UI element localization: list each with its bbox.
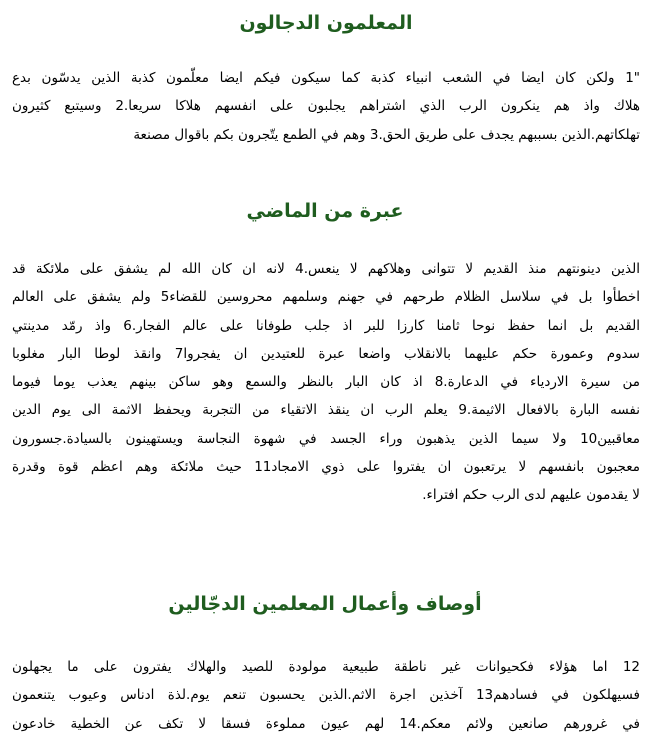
text-line: فسيهلكون في فسادهم13 آخذين اجرة الاثم.الذين يحسبون تنعم يوم.لذة ادناس وعيوب يتنعمون	[12, 687, 640, 704]
section-heading-false-teachers: المعلمون الدجالون	[239, 12, 413, 34]
paragraph-lesson-from-past	[12, 255, 640, 510]
text-line: في غرورهم صانعين ولائم معكم.14 لهم عيون مملوءة فسقا لا تكف عن الخطية خادعون	[12, 715, 640, 732]
text-line: 12 اما هؤلاء فكحيوانات غير ناطقة طبيعية مولودة للصيد والهلاك يفترون على ما يجهلون	[12, 659, 640, 675]
text-line: لا يقدمون عليهم لدى الرب حكم افتراء.	[422, 487, 640, 504]
section-heading-lesson-from-past: عبرة من الماضي	[246, 200, 404, 222]
paragraph-false-teachers	[12, 64, 640, 149]
text-line: سدوم وعمورة حكم عليهما بالانقلاب واضعا عبرة للعتيدين ان يفجروا7 وانقذ لوطا البار مغلوبا	[12, 345, 640, 362]
text-line: القديم بل انما حفظ نوحا ثامنا كارزا للبر اذ جلب طوفانا على عالم الفجار.6 واذ رمّد مدينتي	[12, 317, 640, 334]
text-line: تهلكاتهم.الذين بسببهم يجدف على طريق الحق.3 وهم في الطمع يتّجرون بكم باقوال مصنعة	[133, 126, 640, 143]
text-line: من سيرة الاردياء في الدعارة.8 اذ كان البار بالنظر والسمع وهو ساكن بينهم يعذب يوما فيوما	[12, 374, 640, 391]
text-line: اخطأوا بل في سلاسل الظلام طرحهم في جهنم وسلمهم محروسين للقضاء5 ولم يشفق على العالم	[12, 289, 640, 306]
text-line: معاقبين10 ولا سيما الذين يذهبون وراء الجسد في شهوة النجاسة ويستهينون بالسيادة.جسورون	[12, 430, 640, 447]
text-line: "1 ولكن كان ايضا في الشعب انبياء كذبة كما سيكون فيكم ايضا معلّمون كذبة الذين يدسّون بدع	[12, 70, 640, 86]
text-line: نفسه البارة بالافعال الاثيمة.9 يعلم الرب ان ينقذ الاتقياء من التجربة ويحفظ الاثمة الى يوم الدين	[12, 402, 640, 419]
text-line: الذين دينونتهم منذ القديم لا تتوانى وهلاكهم لا ينعس.4 لانه ان كان الله لم يشفق على ملائكة قد	[12, 261, 640, 277]
text-line: هلاك واذ هم ينكرون الرب الذي اشتراهم يجلبون على انفسهم هلاكا سريعا.2 وسيتبع كثيرون	[12, 98, 640, 115]
section-heading-descriptions-and-deeds: أوصاف وأعمال المعلمين الدجّالين	[168, 593, 482, 615]
text-line: معجبون بانفسهم لا يرتعبون ان يفتروا على ذوي الامجاد11 حيث ملائكة وهم اعظم قوة وقدرة	[12, 459, 640, 476]
paragraph-descriptions-and-deeds	[12, 653, 640, 738]
